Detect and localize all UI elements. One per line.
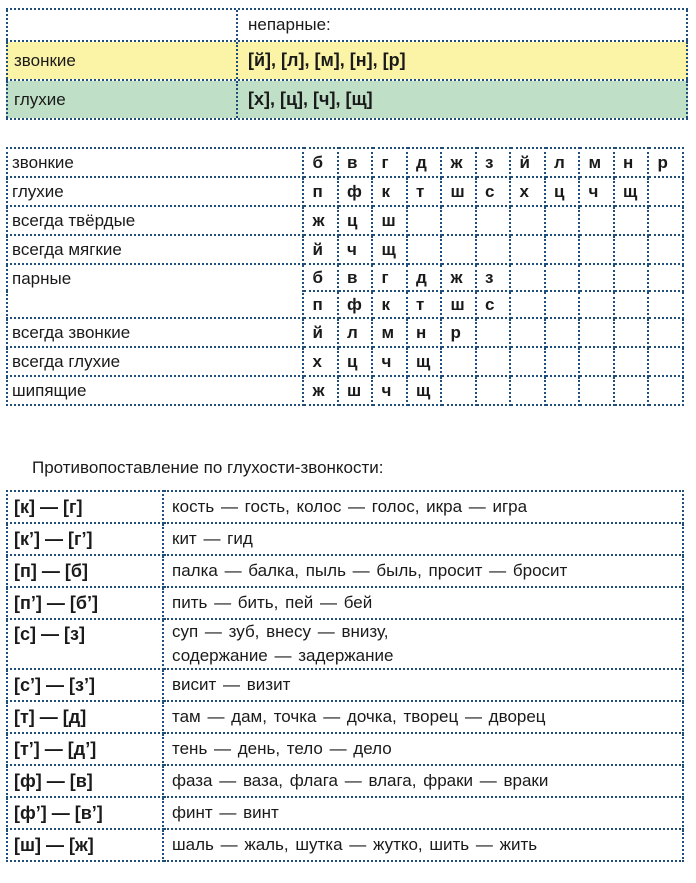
- unpaired-header-row: [6, 8, 688, 42]
- letter-cell: т: [407, 177, 442, 206]
- sound-pair: [ф’] — [в’]: [7, 797, 163, 829]
- letter-cell: ж: [441, 148, 476, 177]
- row-label: всегда глухие: [7, 347, 303, 376]
- letter-cell: щ: [372, 235, 407, 264]
- letter-cell: [441, 235, 476, 264]
- header-empty-cell: [6, 10, 238, 40]
- row-label: всегда мягкие: [7, 235, 303, 264]
- letter-cell: [441, 347, 476, 376]
- opposition-row: [7, 701, 683, 733]
- letter-cell: ж: [303, 206, 338, 235]
- letter-cell: [510, 318, 545, 347]
- row-label: шипящие: [7, 376, 303, 405]
- opposition-row: [7, 733, 683, 765]
- letter-cell: [648, 177, 683, 206]
- sound-pair: [т’] — [д’]: [7, 733, 163, 765]
- example-line: пить — бить, пей — бей: [172, 593, 373, 612]
- letter-cell: н: [407, 318, 442, 347]
- letter-cell: [476, 235, 511, 264]
- letter-cell: [510, 291, 545, 318]
- letter-cell: х: [303, 347, 338, 376]
- letter-cell: [510, 376, 545, 405]
- letter-cell: щ: [614, 177, 649, 206]
- example-line: тень — день, тело — дело: [172, 739, 392, 758]
- opposition-row: [7, 491, 683, 523]
- letter-cell: в: [338, 148, 373, 177]
- letter-cell: [510, 264, 545, 291]
- letter-cell: [614, 376, 649, 405]
- letter-cell: г: [372, 264, 407, 291]
- letter-cell: [614, 291, 649, 318]
- letter-cell: д: [407, 264, 442, 291]
- voicing-opposition-table: [6, 490, 684, 862]
- letter-cell: [441, 206, 476, 235]
- letter-cell: [407, 235, 442, 264]
- letter-cell: й: [303, 318, 338, 347]
- letter-cell: щ: [407, 376, 442, 405]
- examples-cell: [163, 829, 683, 861]
- letter-cell: [579, 235, 614, 264]
- letter-cell: г: [372, 148, 407, 177]
- letter-cell: [648, 206, 683, 235]
- sound-pair: [к] — [г]: [7, 491, 163, 523]
- example-line: финт — винт: [172, 803, 279, 822]
- section-heading: Противопоставление по глухости-звонкости:: [32, 458, 384, 477]
- letter-cell: р: [648, 148, 683, 177]
- letter-cell: [614, 264, 649, 291]
- examples-cell: [163, 587, 683, 619]
- row-label: звонкие: [7, 148, 303, 177]
- letter-cell: [579, 318, 614, 347]
- unpaired-consonants-table: [6, 8, 688, 120]
- examples-cell: [163, 765, 683, 797]
- sound-pair: [ф] — [в]: [7, 765, 163, 797]
- letter-cell: ш: [338, 376, 373, 405]
- letter-cell: ж: [303, 376, 338, 405]
- letter-cell: [579, 376, 614, 405]
- letter-cell: [579, 347, 614, 376]
- letter-cell: ш: [441, 177, 476, 206]
- example-line: фаза — ваза, флага — влага, фраки — враки: [172, 771, 549, 790]
- letter-cell: з: [476, 148, 511, 177]
- letter-cell: ц: [545, 177, 580, 206]
- letter-cell: [614, 347, 649, 376]
- letter-cell: [614, 206, 649, 235]
- letter-cell: [476, 376, 511, 405]
- letter-cell: [648, 264, 683, 291]
- consonant-letters-table: [6, 147, 684, 406]
- letter-cell: ц: [338, 347, 373, 376]
- voiceless-unpaired-sounds: [х], [ц], [ч], [щ]: [238, 81, 688, 118]
- letter-cell: [614, 318, 649, 347]
- letter-cell: ф: [338, 291, 373, 318]
- letter-cell: [579, 264, 614, 291]
- example-line: кость — гость, колос — голос, икра — игра: [172, 497, 528, 516]
- voiced-unpaired-sounds: [й], [л], [м], [н], [р]: [238, 42, 688, 79]
- letter-cell: х: [510, 177, 545, 206]
- letter-cell: [476, 347, 511, 376]
- letter-cell: ш: [372, 206, 407, 235]
- letter-cell: [579, 206, 614, 235]
- letter-cell: с: [476, 291, 511, 318]
- letter-cell: [510, 235, 545, 264]
- examples-cell: [163, 797, 683, 829]
- letters-row: [7, 318, 683, 347]
- letter-cell: м: [579, 148, 614, 177]
- letters-row: [7, 347, 683, 376]
- letter-cell: б: [303, 148, 338, 177]
- row-label: глухие: [7, 177, 303, 206]
- opposition-row: [7, 587, 683, 619]
- letter-cell: [648, 291, 683, 318]
- letter-cell: [545, 206, 580, 235]
- letter-cell: й: [303, 235, 338, 264]
- letter-cell: ф: [338, 177, 373, 206]
- example-line: шаль — жаль, шутка — жутко, шить — жить: [172, 835, 538, 854]
- sound-pair: [ш] — [ж]: [7, 829, 163, 861]
- letter-cell: [648, 347, 683, 376]
- letter-cell: ч: [338, 235, 373, 264]
- letter-cell: п: [303, 291, 338, 318]
- example-line: содержание — задержание: [172, 646, 394, 665]
- letter-cell: д: [407, 148, 442, 177]
- letter-cell: [510, 347, 545, 376]
- opposition-row: [7, 619, 683, 669]
- letter-cell: [648, 235, 683, 264]
- letter-cell: м: [372, 318, 407, 347]
- letter-cell: щ: [407, 347, 442, 376]
- letter-cell: т: [407, 291, 442, 318]
- examples-cell: [163, 523, 683, 555]
- letter-cell: [648, 376, 683, 405]
- letter-cell: ч: [372, 376, 407, 405]
- voiced-unpaired-row: [6, 42, 688, 81]
- letter-cell: с: [476, 177, 511, 206]
- examples-cell: [163, 669, 683, 701]
- example-line: суп — зуб, внесу — внизу,: [172, 622, 389, 641]
- letter-cell: ж: [441, 264, 476, 291]
- letter-cell: [476, 318, 511, 347]
- example-line: палка — балка, пыль — быль, просит — бросит: [172, 561, 568, 580]
- letters-row: [7, 206, 683, 235]
- examples-cell: [163, 491, 683, 523]
- letter-cell: л: [545, 148, 580, 177]
- letter-cell: к: [372, 177, 407, 206]
- examples-cell: [163, 555, 683, 587]
- letters-row: [7, 177, 683, 206]
- letter-cell: л: [338, 318, 373, 347]
- opposition-row: [7, 555, 683, 587]
- letters-row: [7, 264, 683, 291]
- row-label: парные: [7, 264, 303, 318]
- opposition-row: [7, 523, 683, 555]
- letter-cell: ш: [441, 291, 476, 318]
- letters-row: [7, 376, 683, 405]
- example-line: висит — визит: [172, 675, 291, 694]
- letter-cell: й: [510, 148, 545, 177]
- letter-cell: [545, 291, 580, 318]
- sound-pair: [к’] — [г’]: [7, 523, 163, 555]
- letter-cell: [441, 376, 476, 405]
- letter-cell: к: [372, 291, 407, 318]
- examples-cell: [163, 733, 683, 765]
- example-line: кит — гид: [172, 529, 253, 548]
- sound-pair: [с] — [з]: [7, 619, 163, 669]
- opposition-row: [7, 669, 683, 701]
- letter-cell: ц: [338, 206, 373, 235]
- letters-row: [7, 235, 683, 264]
- letters-row: [7, 148, 683, 177]
- voiced-label: звонкие: [6, 42, 238, 79]
- voiceless-unpaired-row: [6, 81, 688, 120]
- opposition-row: [7, 829, 683, 861]
- voiceless-label: глухие: [6, 81, 238, 118]
- letter-cell: [510, 206, 545, 235]
- sound-pair: [т] — [д]: [7, 701, 163, 733]
- letter-cell: [545, 264, 580, 291]
- letter-cell: б: [303, 264, 338, 291]
- letter-cell: [545, 376, 580, 405]
- examples-cell: [163, 701, 683, 733]
- letter-cell: в: [338, 264, 373, 291]
- letter-cell: [579, 291, 614, 318]
- opposition-row: [7, 797, 683, 829]
- letter-cell: р: [441, 318, 476, 347]
- letter-cell: ч: [372, 347, 407, 376]
- row-label: всегда звонкие: [7, 318, 303, 347]
- letter-cell: ч: [579, 177, 614, 206]
- examples-cell: [163, 619, 683, 669]
- sound-pair: [п] — [б]: [7, 555, 163, 587]
- sound-pair: [п’] — [б’]: [7, 587, 163, 619]
- letter-cell: [545, 347, 580, 376]
- letter-cell: [476, 206, 511, 235]
- letter-cell: н: [614, 148, 649, 177]
- letter-cell: [407, 206, 442, 235]
- example-line: там — дам, точка — дочка, творец — дворец: [172, 707, 546, 726]
- letter-cell: з: [476, 264, 511, 291]
- letter-cell: [545, 235, 580, 264]
- letter-cell: [648, 318, 683, 347]
- sound-pair: [с’] — [з’]: [7, 669, 163, 701]
- unpaired-header-label: непарные:: [238, 10, 688, 40]
- opposition-row: [7, 765, 683, 797]
- row-label: всегда твёрдые: [7, 206, 303, 235]
- letter-cell: [545, 318, 580, 347]
- letter-cell: п: [303, 177, 338, 206]
- letter-cell: [614, 235, 649, 264]
